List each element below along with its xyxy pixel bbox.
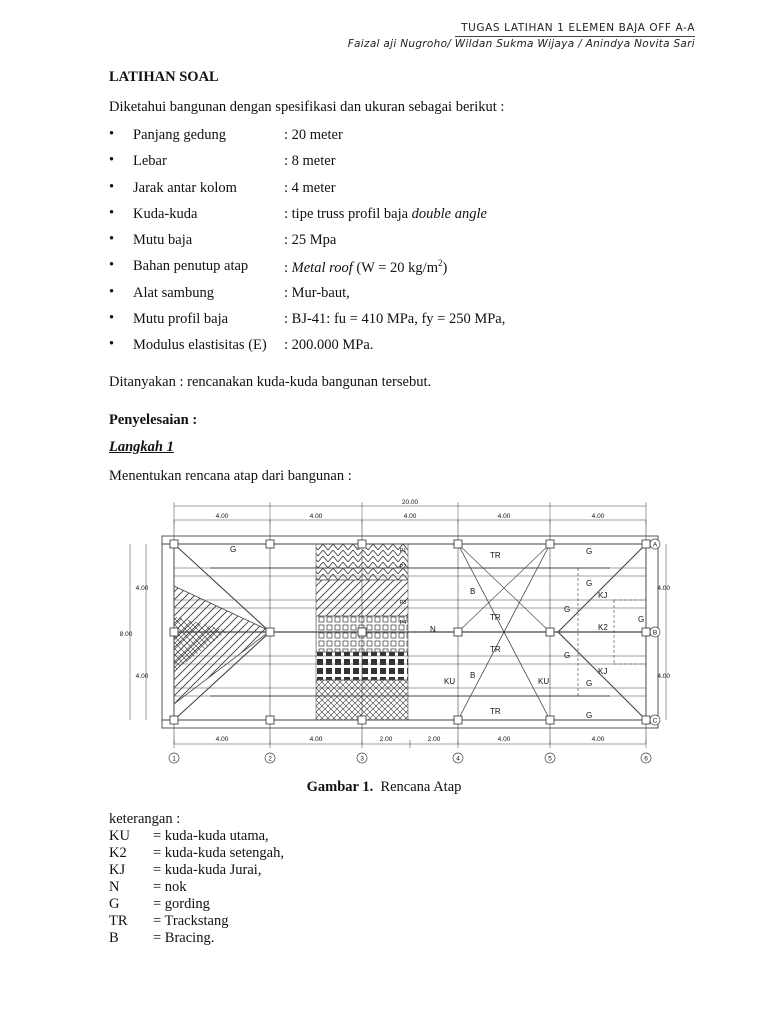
dimension-label-bottom: 2.00 (427, 736, 441, 743)
spec-value-text: (W = 20 kg/m (352, 259, 438, 276)
legend-key: K2 (109, 845, 127, 861)
spec-item (109, 127, 709, 145)
column-marker (546, 628, 554, 636)
dimension-label-bay: 4.00 (591, 513, 605, 520)
spec-value-italic: Metal roof (291, 259, 353, 276)
solution-heading: Penyelesaian : (109, 412, 198, 428)
bullet-icon: • (109, 152, 115, 168)
label-gording: G (564, 651, 571, 660)
spec-item (109, 311, 709, 329)
spec-value: : BJ-41: fu = 410 MPa, fy = 250 MPa, (284, 311, 506, 327)
grid-column-tag: 3 (360, 755, 364, 763)
label-kuda-kuda-setengah: K2 (598, 623, 608, 632)
hatch-tag: P2 (399, 564, 407, 570)
label-trackstang: TR (490, 645, 501, 654)
label-gording: G (586, 579, 593, 588)
hatch-tag: P4 (399, 620, 407, 626)
label-kuda-kuda-utama: KU (444, 677, 456, 686)
dimension-label-bottom: 4.00 (591, 736, 605, 743)
figure-caption-number: Gambar 1. (306, 779, 374, 795)
spec-item (109, 153, 709, 171)
legend-item (109, 862, 409, 879)
spec-label: Kuda-kuda (133, 206, 198, 222)
grid-column-tag: 4 (456, 755, 460, 763)
legend-value: = Bracing. (153, 930, 215, 946)
spec-label: Lebar (133, 153, 167, 169)
column-marker (170, 540, 178, 548)
label-bracing: B (470, 587, 476, 596)
column-marker (170, 628, 178, 636)
legend-item (109, 930, 409, 947)
label-gording: G (586, 547, 593, 556)
spec-label: Modulus elastisitas (E) (133, 337, 267, 353)
bullet-icon: • (109, 231, 115, 247)
hip-rafter-line (558, 632, 646, 720)
spec-value: : 20 meter (284, 127, 343, 143)
dimension-label-bottom: 4.00 (215, 736, 229, 743)
step-text: Menentukan rencana atap dari bangunan : (109, 468, 352, 484)
intro-paragraph: Diketahui bangunan dengan spesifikasi dan ukuran sebagai berikut : (109, 99, 505, 115)
label-bracing: B (470, 671, 476, 680)
legend-value: = Trackstang (153, 913, 229, 929)
label-kuda-kuda-jurai: KJ (598, 591, 608, 600)
spec-item (109, 206, 709, 224)
spec-value (284, 206, 487, 223)
spec-item (109, 180, 709, 198)
label-kuda-kuda-utama: KU (538, 677, 550, 686)
column-marker (266, 628, 274, 636)
roof-plan-drawing (118, 496, 670, 768)
dimension-label-right: 4.00 (657, 585, 670, 592)
spec-value-prefix: : (284, 259, 292, 276)
spec-value-end: ) (442, 259, 448, 276)
hip-rafter-line (558, 544, 646, 632)
column-marker (358, 628, 366, 636)
legend-item (109, 896, 409, 913)
figure-caption-text: Rencana Atap (380, 779, 462, 795)
step-heading: Langkah 1 (109, 439, 174, 455)
legend-item (109, 828, 409, 845)
legend-value: = kuda-kuda setengah, (153, 845, 284, 861)
legend-key: B (109, 930, 119, 946)
column-marker (358, 716, 366, 724)
label-gording: G (586, 679, 593, 688)
header-divider (455, 36, 695, 37)
bullet-icon: • (109, 336, 115, 352)
dimension-label-bottom: 4.00 (309, 736, 323, 743)
spec-label: Panjang gedung (133, 127, 227, 143)
legend-value: = kuda-kuda Jurai, (153, 862, 262, 878)
legend-value: = gording (153, 896, 210, 912)
spec-value: : 200.000 MPa. (284, 337, 374, 353)
spec-value-italic: double angle (411, 206, 487, 222)
column-marker (642, 628, 650, 636)
label-gording: G (638, 615, 645, 624)
legend-title: keterangan : (109, 811, 181, 827)
spec-value: : Mur-baut, (284, 285, 350, 301)
question-paragraph: Ditanyakan : rencanakan kuda-kuda bangunan tersebut. (109, 374, 432, 390)
column-marker (546, 716, 554, 724)
document-header-authors: Faizal aji Nugroho/ Wildan Sukma Wijaya / Anindya Novita Sari (347, 38, 695, 50)
column-marker (454, 716, 462, 724)
column-marker (266, 716, 274, 724)
column-marker (642, 716, 650, 724)
dimension-label-bottom: 2.00 (379, 736, 393, 743)
legend-key: TR (109, 913, 128, 929)
legend-key: KU (109, 828, 130, 844)
section-title: LATIHAN SOAL (109, 69, 219, 85)
grid-column-tag: 6 (644, 755, 648, 763)
legend-item (109, 913, 409, 930)
spec-item (109, 258, 709, 276)
grid-column-tag: 1 (172, 755, 176, 763)
figure-caption (0, 779, 768, 796)
legend-key: KJ (109, 862, 126, 878)
label-trackstang: TR (490, 551, 501, 560)
spec-label: Bahan penutup atap (133, 258, 249, 274)
column-marker (266, 540, 274, 548)
dimension-label-width: 8.00 (119, 631, 133, 638)
spec-item (109, 285, 709, 303)
grid-row-tag: A (652, 541, 658, 549)
column-marker (170, 716, 178, 724)
bullet-icon: • (109, 205, 115, 221)
dimension-label-bottom: 4.00 (497, 736, 511, 743)
column-marker (642, 540, 650, 548)
dimension-label-left: 4.00 (135, 585, 149, 592)
dimension-label-bay: 4.00 (309, 513, 323, 520)
dimension-label-total: 20.00 (401, 499, 419, 506)
document-header-title: TUGAS LATIHAN 1 ELEMEN BAJA OFF A-A (461, 22, 695, 34)
legend-key: N (109, 879, 120, 895)
label-trackstang: TR (490, 613, 501, 622)
spec-item (109, 232, 709, 250)
spec-label: Alat sambung (133, 285, 214, 301)
legend-value: = nok (153, 879, 187, 895)
column-marker (358, 540, 366, 548)
grid-row-tag: C (652, 717, 658, 725)
bullet-icon: • (109, 257, 115, 273)
dimension-label-bay: 4.00 (497, 513, 511, 520)
bullet-icon: • (109, 310, 115, 326)
spec-value-text: : tipe truss profil baja (284, 206, 412, 222)
legend-value: = kuda-kuda utama, (153, 828, 269, 844)
column-marker (546, 540, 554, 548)
label-gording: G (564, 605, 571, 614)
grid-row-tag: B (652, 629, 658, 637)
spec-value: : 25 Mpa (284, 232, 337, 248)
legend-item (109, 879, 409, 896)
dimension-label-bay: 4.00 (403, 513, 417, 520)
spec-value (284, 258, 447, 277)
dimension-label-left: 4.00 (135, 673, 149, 680)
spec-label: Jarak antar kolom (133, 180, 237, 196)
label-nok: N (430, 625, 436, 634)
hatch-tag: P1 (399, 548, 407, 554)
label-kuda-kuda-jurai: KJ (598, 667, 608, 676)
spec-label: Mutu baja (133, 232, 193, 248)
spec-value-superscript: 2 (438, 258, 443, 268)
bullet-icon: • (109, 126, 115, 142)
legend-item (109, 845, 409, 862)
spec-value: : 8 meter (284, 153, 336, 169)
label-gording: G (586, 711, 593, 720)
dimension-label-bay: 4.00 (215, 513, 229, 520)
dimension-label-right: 4.00 (657, 673, 670, 680)
column-marker (454, 628, 462, 636)
label-gording: G (230, 545, 237, 554)
spec-item (109, 337, 709, 355)
bullet-icon: • (109, 179, 115, 195)
hatch-tag: P3 (399, 600, 407, 606)
legend-key: G (109, 896, 120, 912)
bullet-icon: • (109, 284, 115, 300)
column-marker (454, 540, 462, 548)
spec-label: Mutu profil baja (133, 311, 229, 327)
grid-column-tag: 2 (268, 755, 272, 763)
label-trackstang: TR (490, 707, 501, 716)
spec-value: : 4 meter (284, 180, 336, 196)
grid-column-tag: 5 (548, 755, 552, 763)
